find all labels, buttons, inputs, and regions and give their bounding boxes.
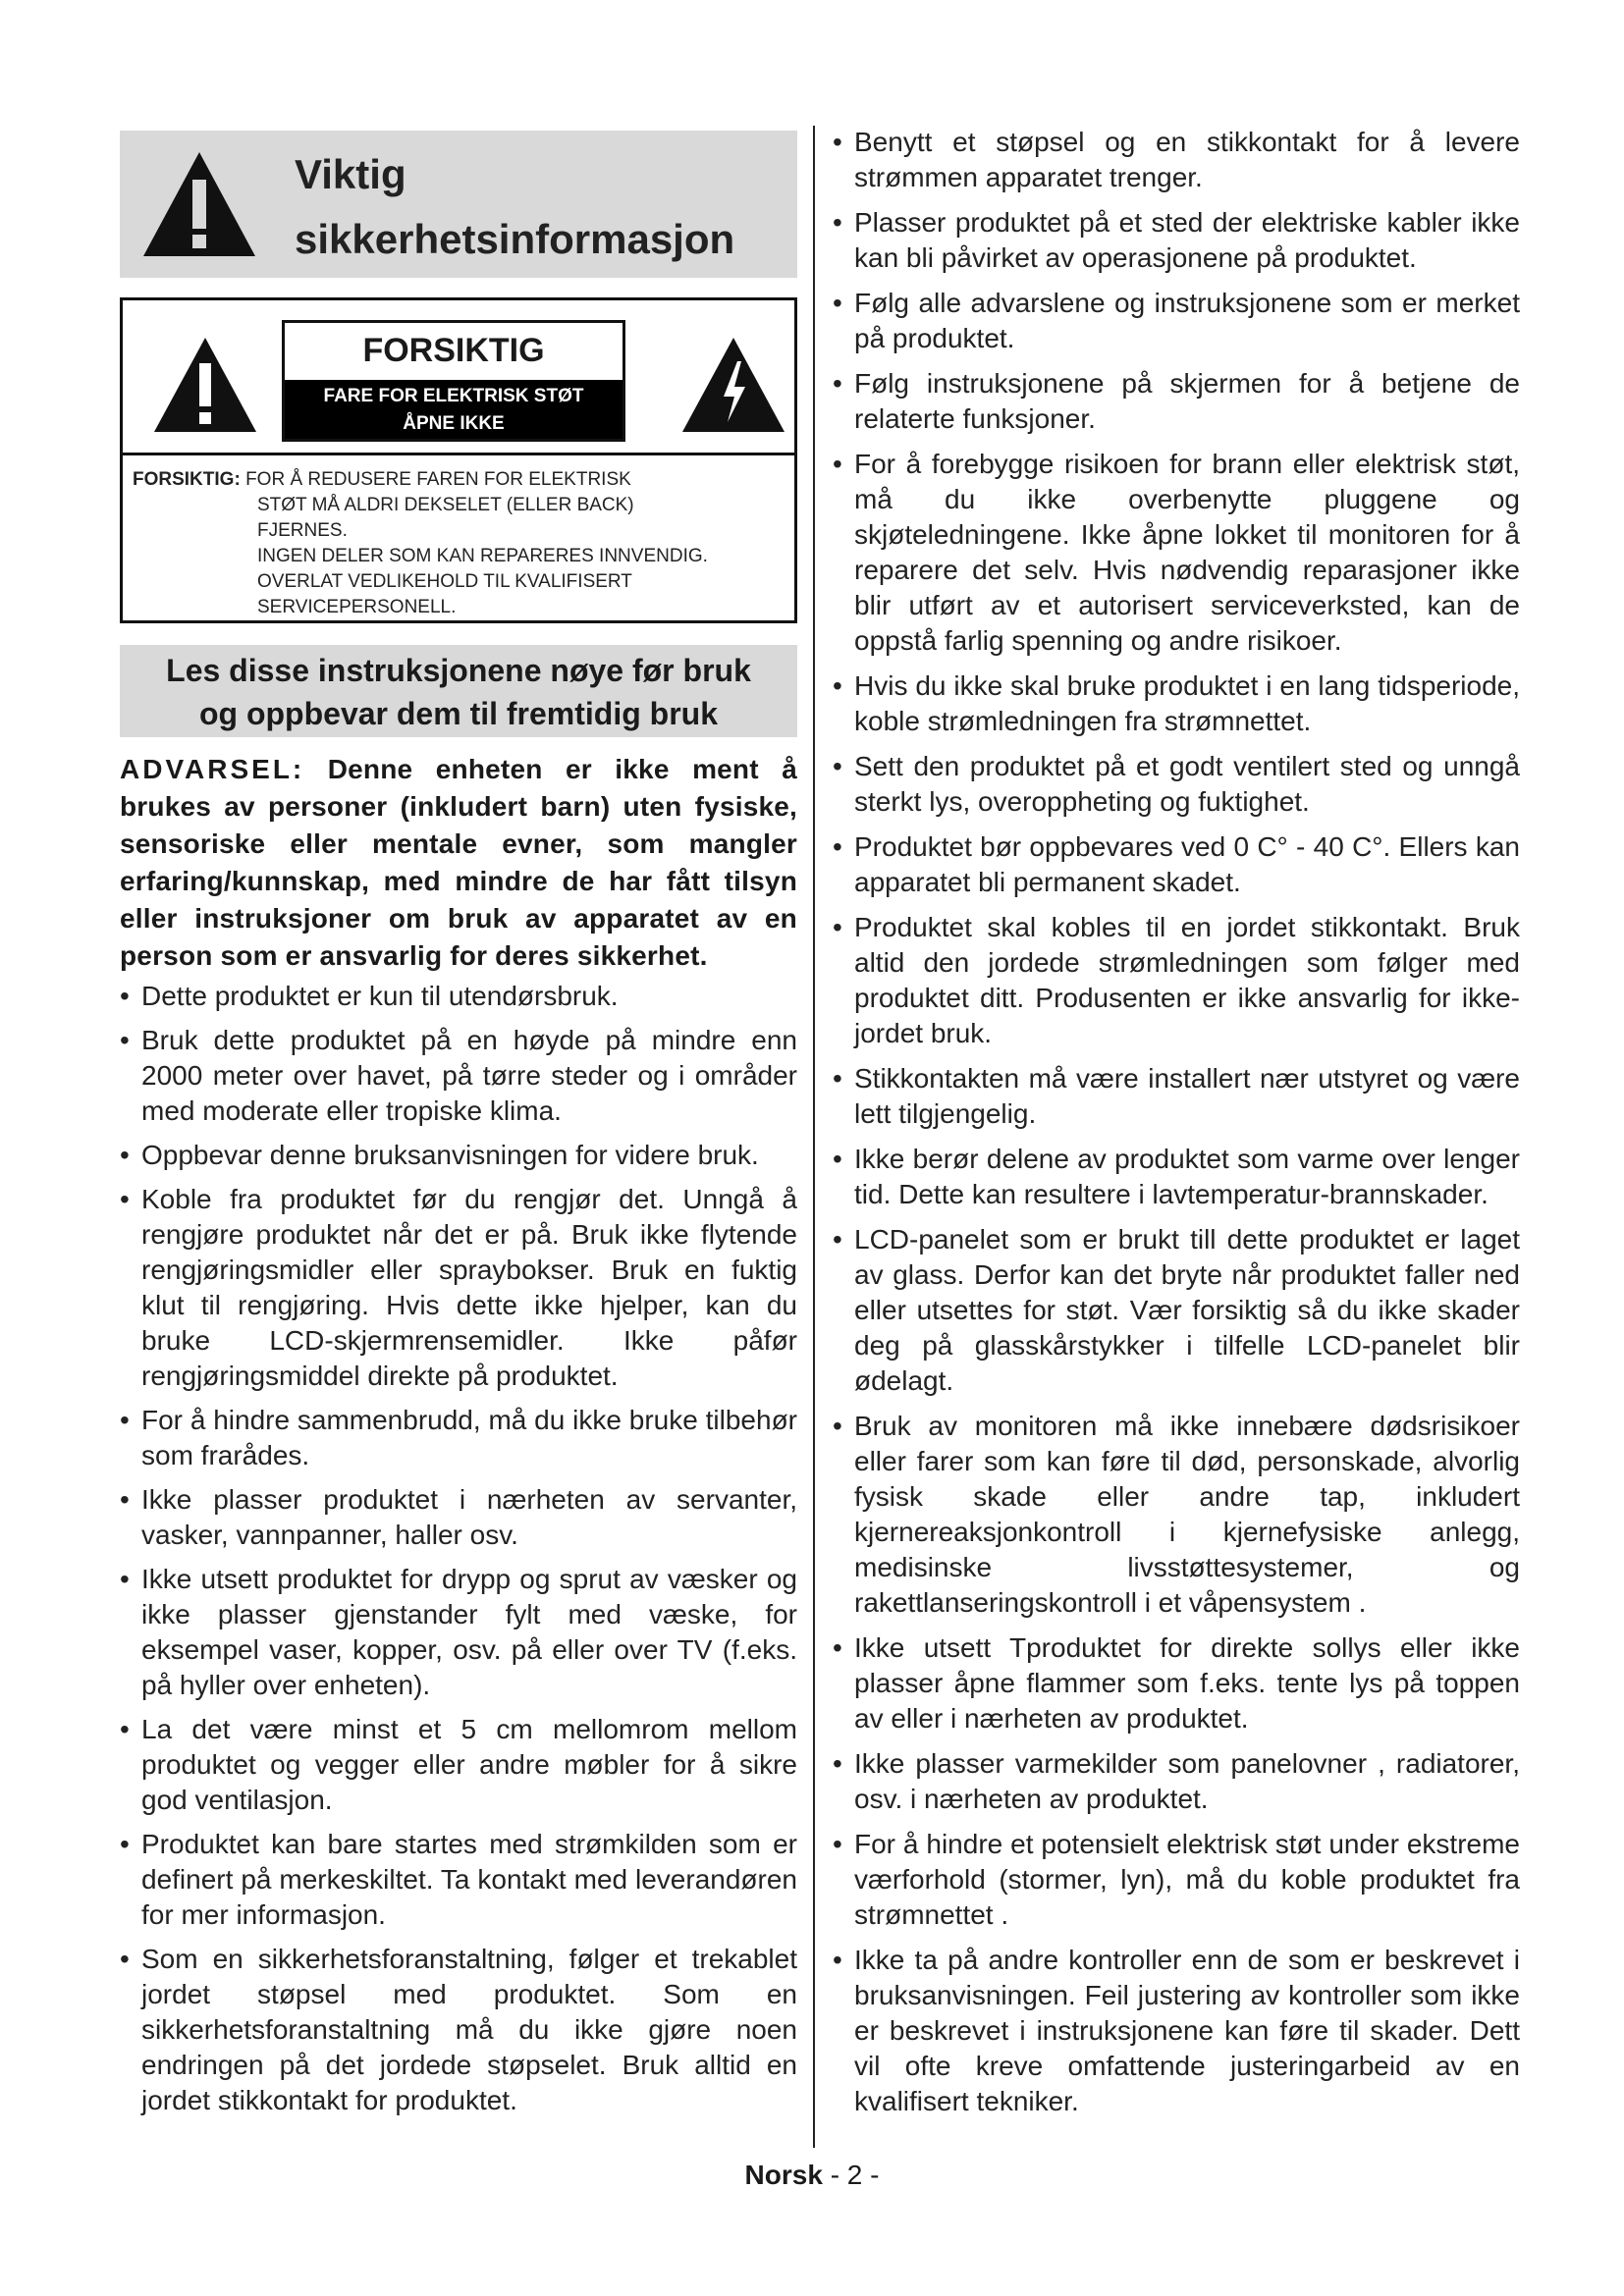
list-item: • Dette produktet er kun til utendørsbruk. <box>120 979 797 1014</box>
list-item: • Produktet kan bare startes med strømkilden som er definert på merkeskiltet. Ta kontakt med leverandøren for mer informasjon. <box>120 1827 797 1933</box>
warning-lead: ADVARSEL: <box>120 754 305 784</box>
list-item: • Stikkontakten må være installert nær utstyret og være lett tilgjengelig. <box>833 1061 1520 1132</box>
title-line-1: Viktig <box>295 151 406 197</box>
list-item: • Koble fra produktet før du rengjør det. Unngå å rengjøre produktet når det er på. Bruk ikke flytende rengjøringsmidler eller spraybokser. Bruk en fuktig klut til rengjøring. Hvis dette ikke hjelper, kan du bruke LCD-skjermrensemidler. Ikke påfør rengjøringsmiddel direkte på produktet. <box>120 1182 797 1394</box>
left-bullet-list <box>120 979 797 2118</box>
warning-paragraph <box>120 751 797 975</box>
caution-text-line-5: OVERLAT VEDLIKEHOLD TIL KVALIFISERT <box>257 571 632 592</box>
title-banner <box>120 131 797 278</box>
list-item: • Bruk dette produktet på en høyde på mindre enn 2000 meter over havet, på tørre steder og i områder med moderate eller tropiske klima. <box>120 1023 797 1129</box>
caution-subtitle <box>285 380 623 439</box>
warning-triangle-icon <box>141 150 257 258</box>
list-item: • Ikke ta på andre kontroller enn de som er beskrevet i bruksanvisningen. Feil justering av kontroller som ikke er beskrevet i instruksjonene kan føre til skader. Dett vil ofte kreve omfattende justeringarbeid av en kvalifisert tekniker. <box>833 1943 1520 2119</box>
list-item: • Produktet skal kobles til en jordet stikkontakt. Bruk altid den jordede strømledningen som følger med produktet ditt. Produsenten er ikke ansvarlig for ikke-jordet bruk. <box>833 910 1520 1051</box>
list-item: • Bruk av monitoren må ikke innebære dødsrisikoer eller farer som kan føre til død, personskade, alvorlig fysisk skade eller andre tap, inkludert kjernereaksjonkontroll i kjernefysiske anlegg, medisinske livsstøttesystemer, og rakettlanseringskontroll i et våpensystem . <box>833 1409 1520 1621</box>
list-item: • For å hindre sammenbrudd, må du ikke bruke tilbehør som frarådes. <box>120 1403 797 1473</box>
list-item: • For å forebygge risikoen for brann eller elektrisk støt, må du ikke overbenytte pluggene og skjøteledningene. Ikke åpne lokket til monitoren for å reparere det selv. Hvis nødvendig reparasjoner ikke blir utført av et autorisert serviceverksted, kan de oppstå farlig spenning og andre risikoer. <box>833 447 1520 659</box>
list-item: • For å hindre et potensielt elektrisk støt under ekstreme værforhold (stormer, lyn), må du koble produktet fra strømnettet . <box>833 1827 1520 1933</box>
instruction-banner <box>120 645 797 737</box>
list-item: • Produktet bør oppbevares ved 0 C° - 40 C°. Ellers kan apparatet bli permanent skadet. <box>833 829 1520 900</box>
list-item: • La det være minst et 5 cm mellomrom mellom produktet og vegger eller andre møbler for å sikre god ventilasjon. <box>120 1712 797 1818</box>
list-item: • Følg alle advarslene og instruksjonene som er merket på produktet. <box>833 286 1520 356</box>
list-item: • Ikke plasser varmekilder som panelovner , radiatorer, osv. i nærheten av produktet. <box>833 1746 1520 1817</box>
caution-text-line-6: SERVICEPERSONELL. <box>257 597 457 617</box>
page-title <box>295 142 734 272</box>
caution-header <box>123 300 794 455</box>
caution-text-label: FORSIKTIG: <box>133 469 241 490</box>
caution-text-line-1: FOR Å REDUSERE FAREN FOR ELEKTRISK <box>245 469 631 490</box>
list-item: • Hvis du ikke skal bruke produktet i en lang tidsperiode, koble strømledningen fra strømnettet. <box>833 668 1520 739</box>
right-bullet-list <box>833 125 1520 2119</box>
caution-box <box>120 297 797 623</box>
list-item: • Benytt et støpsel og en stikkontakt for å levere strømmen apparatet trenger. <box>833 125 1520 195</box>
list-item: • Plasser produktet på et sted der elektriske kabler ikke kan bli påvirket av operasjonene på produktet. <box>833 205 1520 276</box>
title-line-2: sikkerhetsinformasjon <box>295 216 735 262</box>
lightning-triangle-icon <box>680 336 786 434</box>
warning-text: Denne enheten er ikke ment å brukes av personer (inkludert barn) uten fysiske, sensoriske eller mentale evner, som mangler erfaring/kunnskap, med mindre de har fått tilsyn eller instruksjoner om bruk av apparatet av en person som er ansvarlig for deres sikkerhet. <box>120 754 797 971</box>
caution-sub-line-1: FARE FOR ELEKTRISK STØT <box>323 386 584 406</box>
list-item: • Følg instruksjonene på skjermen for å betjene de relaterte funksjoner. <box>833 366 1520 437</box>
page-footer <box>0 2160 1624 2191</box>
instruction-line-1: Les disse instruksjonene nøye før bruk <box>166 653 751 688</box>
list-item: • Ikke plasser produktet i nærheten av servanter, vasker, vannpanner, haller osv. <box>120 1482 797 1553</box>
left-column <box>120 131 797 2127</box>
caution-text-line-3: FJERNES. <box>257 520 348 541</box>
caution-heading: FORSIKTIG <box>362 332 545 369</box>
instruction-line-2: og oppbevar dem til fremtidig bruk <box>198 696 719 731</box>
caution-text-line-2: STØT MÅ ALDRI DEKSELET (ELLER BACK) <box>257 495 634 515</box>
caution-label-box <box>282 320 625 442</box>
list-item: • Oppbevar denne bruksanvisningen for videre bruk. <box>120 1138 797 1173</box>
list-item: • Sett den produktet på et godt ventilert sted og unngå sterkt lys, overoppheting og fuktighet. <box>833 749 1520 820</box>
column-divider <box>813 126 815 2148</box>
exclamation-triangle-icon <box>152 336 258 434</box>
caution-sub-line-2: ÅPNE IKKE <box>403 413 505 434</box>
list-item: • Som en sikkerhetsforanstaltning, følger et trekablet jordet støpsel med produktet. Som en sikkerhetsforanstaltning må du ikke gjøre noen endringen på det jordede støpselet. Bruk alltid en jordet stikkontakt for produktet. <box>120 1942 797 2118</box>
list-item: • Ikke utsett produktet for drypp og sprut av væsker og ikke plasser gjenstander fylt med væske, for eksempel vaser, kopper, osv. på eller over TV (f.eks. på hyller over enheten). <box>120 1562 797 1703</box>
footer-language: Norsk <box>744 2160 823 2190</box>
right-column <box>833 125 1520 2129</box>
list-item: • LCD-panelet som er brukt till dette produktet er laget av glass. Derfor kan det bryte når produktet faller ned eller utsettes for støt. Vær forsiktig så du ikke skader deg på glasskårstykker i tilfelle LCD-panelet blir ødelagt. <box>833 1222 1520 1399</box>
page-number: - 2 - <box>830 2160 880 2190</box>
caution-text <box>123 455 794 620</box>
list-item: • Ikke berør delene av produktet som varme over lenger tid. Dette kan resultere i lavtemperatur-brannskader. <box>833 1142 1520 1212</box>
list-item: • Ikke utsett Tproduktet for direkte sollys eller ikke plasser åpne flammer som f.eks. tente lys på toppen av eller i nærheten av produktet. <box>833 1630 1520 1736</box>
caution-text-line-4: INGEN DELER SOM KAN REPARERES INNVENDIG. <box>257 546 708 566</box>
